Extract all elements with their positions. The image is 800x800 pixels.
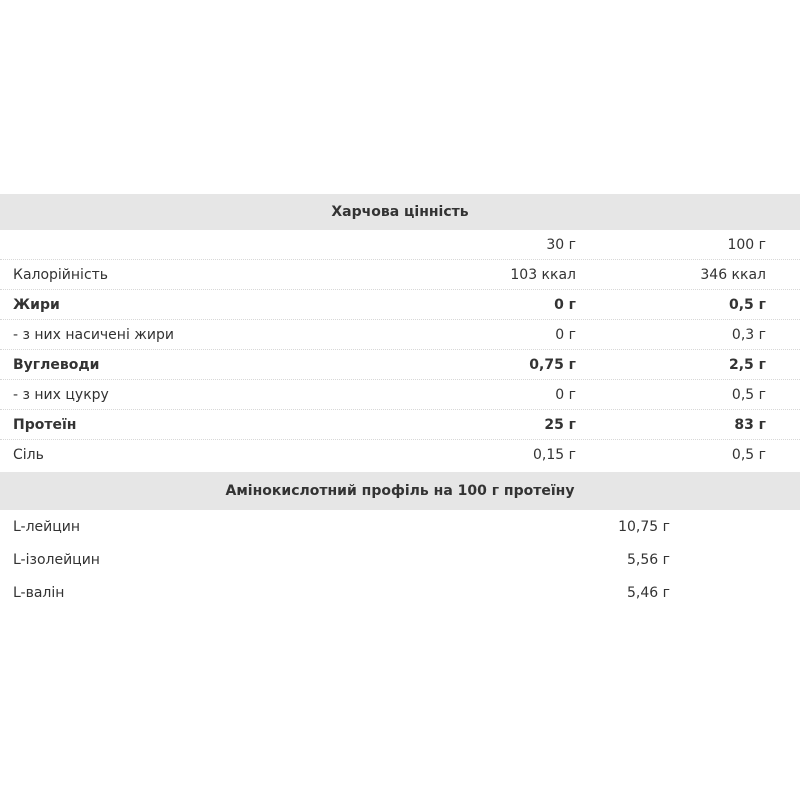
- row-value-30g: 25 г: [544, 416, 576, 433]
- amino-title: Амінокислотний профіль на 100 г протеїну: [225, 483, 575, 499]
- nutrition-row-calories: [0, 260, 800, 290]
- row-value-30g: 0,15 г: [533, 447, 576, 463]
- row-label: Калорійність: [13, 266, 109, 283]
- nutrition-row-sugar: [0, 380, 800, 410]
- nutrition-title: Харчова цінність: [331, 204, 469, 220]
- amino-header: [0, 472, 800, 510]
- row-value-30g: 0 г: [555, 326, 576, 343]
- amino-label: L-ізолейцин: [13, 551, 100, 568]
- nutrition-table: [0, 194, 800, 609]
- row-value-30g: 0 г: [555, 386, 576, 403]
- nutrition-row-salt: [0, 440, 800, 470]
- amino-value: 5,46 г: [627, 584, 670, 601]
- row-label: Вуглеводи: [13, 356, 100, 373]
- row-label: - з них насичені жири: [13, 326, 174, 343]
- row-value-30g: 0,75 г: [529, 356, 576, 373]
- nutrition-row-fat: [0, 290, 800, 320]
- amino-row-leucine: [0, 510, 800, 543]
- row-value-30g: 0 г: [554, 296, 576, 313]
- amino-row-isoleucine: [0, 543, 800, 576]
- nutrition-row-saturated-fat: [0, 320, 800, 350]
- amino-label: L-лейцин: [13, 518, 81, 535]
- row-value-30g: 103 ккал: [510, 266, 576, 283]
- row-label: - з них цукру: [13, 386, 109, 403]
- amino-value: 5,56 г: [627, 551, 670, 568]
- row-label: Сіль: [13, 447, 44, 463]
- column-header-100g: 100 г: [727, 236, 766, 253]
- amino-value: 10,75 г: [618, 518, 670, 535]
- row-value-100g: 0,5 г: [729, 296, 766, 313]
- row-value-100g: 0,3 г: [731, 326, 766, 343]
- row-value-100g: 0,5 г: [731, 386, 766, 403]
- row-value-100g: 2,5 г: [729, 356, 766, 373]
- amino-row-valine: [0, 576, 800, 609]
- row-label: Протеїн: [13, 416, 77, 433]
- amino-label: L-валін: [13, 584, 65, 601]
- nutrition-row-carbs: [0, 350, 800, 380]
- nutrition-header: [0, 194, 800, 230]
- row-value-100g: 83 г: [734, 416, 766, 433]
- row-value-100g: 0,5 г: [731, 447, 766, 463]
- nutrition-row-protein: [0, 410, 800, 440]
- column-header-row: [0, 230, 800, 260]
- column-header-30g: 30 г: [546, 236, 576, 253]
- row-label: Жири: [13, 296, 60, 313]
- row-value-100g: 346 ккал: [700, 266, 766, 283]
